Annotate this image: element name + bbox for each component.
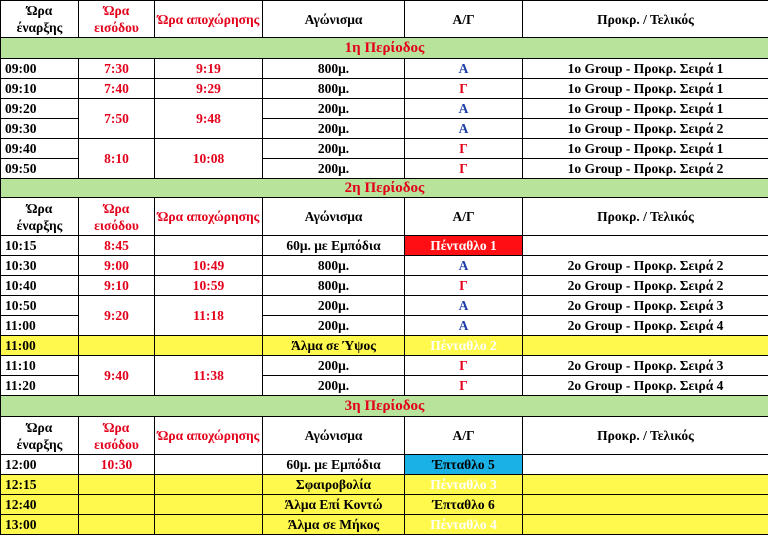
age-group: Γ bbox=[405, 139, 523, 159]
table-row bbox=[1, 236, 768, 256]
age-group: Α bbox=[405, 316, 523, 336]
entry-time: 9:00 bbox=[79, 256, 155, 276]
period-band bbox=[1, 179, 768, 198]
event-name: 200μ. bbox=[263, 119, 405, 139]
age-group: Α bbox=[405, 296, 523, 316]
age-group: Γ bbox=[405, 79, 523, 99]
table-row bbox=[1, 296, 768, 316]
phase bbox=[523, 336, 768, 356]
phase bbox=[523, 475, 768, 495]
phase: 2ο Group - Προκρ. Σειρά 4 bbox=[523, 316, 768, 336]
phase bbox=[523, 515, 768, 535]
exit-time: 9:19 bbox=[155, 59, 263, 79]
table-row bbox=[1, 515, 768, 535]
exit-time: 11:18 bbox=[155, 296, 263, 336]
exit-time bbox=[155, 515, 263, 535]
phase bbox=[523, 495, 768, 515]
exit-time bbox=[155, 495, 263, 515]
event-name: Σφαιροβολία bbox=[263, 475, 405, 495]
event-name: 800μ. bbox=[263, 79, 405, 99]
entry-time: 7:40 bbox=[79, 79, 155, 99]
table-row bbox=[1, 139, 768, 159]
age-group: Γ bbox=[405, 376, 523, 396]
table-row bbox=[1, 79, 768, 99]
col-start-header: Ώρα έναρξης bbox=[1, 1, 79, 38]
exit-time: 9:29 bbox=[155, 79, 263, 99]
start-time: 13:00 bbox=[1, 515, 79, 535]
age-group: Γ bbox=[405, 356, 523, 376]
table-row bbox=[1, 256, 768, 276]
exit-time: 11:38 bbox=[155, 356, 263, 396]
start-time: 11:20 bbox=[1, 376, 79, 396]
event-name: 200μ. bbox=[263, 316, 405, 336]
entry-time bbox=[79, 515, 155, 535]
age-group: Α bbox=[405, 59, 523, 79]
col-event-header: Αγώνισμα bbox=[263, 198, 405, 236]
entry-time: 7:30 bbox=[79, 59, 155, 79]
entry-time bbox=[79, 495, 155, 515]
col-ag-header: Α/Γ bbox=[405, 417, 523, 455]
entry-time: 8:10 bbox=[79, 139, 155, 179]
phase: 2ο Group - Προκρ. Σειρά 3 bbox=[523, 356, 768, 376]
start-time: 12:40 bbox=[1, 495, 79, 515]
event-name: Άλμα Επί Κοντώ bbox=[263, 495, 405, 515]
period-title: 1η Περίοδος bbox=[1, 38, 768, 59]
exit-time: 9:48 bbox=[155, 99, 263, 139]
phase: 2ο Group - Προκρ. Σειρά 4 bbox=[523, 376, 768, 396]
col-exit-header: Ώρα αποχώρησης bbox=[155, 198, 263, 236]
period-band bbox=[1, 396, 768, 417]
phase: 1ο Group - Προκρ. Σειρά 1 bbox=[523, 59, 768, 79]
col-phase-header: Προκρ. / Τελικός bbox=[523, 1, 768, 38]
entry-time bbox=[79, 336, 155, 356]
event-name: 200μ. bbox=[263, 139, 405, 159]
start-time: 10:50 bbox=[1, 296, 79, 316]
col-phase-header: Προκρ. / Τελικός bbox=[523, 198, 768, 236]
exit-time bbox=[155, 455, 263, 475]
age-group: Α bbox=[405, 99, 523, 119]
event-name: 800μ. bbox=[263, 276, 405, 296]
entry-time: 9:40 bbox=[79, 356, 155, 396]
period-band bbox=[1, 38, 768, 59]
event-name: 60μ. με Εμπόδια bbox=[263, 455, 405, 475]
start-time: 12:00 bbox=[1, 455, 79, 475]
start-time: 09:30 bbox=[1, 119, 79, 139]
phase: 1ο Group - Προκρ. Σειρά 2 bbox=[523, 119, 768, 139]
exit-time bbox=[155, 236, 263, 256]
start-time: 09:20 bbox=[1, 99, 79, 119]
phase: 1ο Group - Προκρ. Σειρά 2 bbox=[523, 159, 768, 179]
event-name: 200μ. bbox=[263, 296, 405, 316]
col-phase-header: Προκρ. / Τελικός bbox=[523, 417, 768, 455]
event-name: 200μ. bbox=[263, 356, 405, 376]
col-ag-header: Α/Γ bbox=[405, 1, 523, 38]
period-title: 3η Περίοδος bbox=[1, 396, 768, 417]
entry-time: 9:20 bbox=[79, 296, 155, 336]
phase bbox=[523, 236, 768, 256]
event-name: 60μ. με Εμπόδια bbox=[263, 236, 405, 256]
start-time: 09:40 bbox=[1, 139, 79, 159]
start-time: 10:40 bbox=[1, 276, 79, 296]
phase: 1ο Group - Προκρ. Σειρά 1 bbox=[523, 79, 768, 99]
period-title: 2η Περίοδος bbox=[1, 179, 768, 198]
header-row bbox=[1, 198, 768, 236]
entry-time: 10:30 bbox=[79, 455, 155, 475]
event-name: 200μ. bbox=[263, 99, 405, 119]
start-time: 12:15 bbox=[1, 475, 79, 495]
col-event-header: Αγώνισμα bbox=[263, 417, 405, 455]
start-time: 09:10 bbox=[1, 79, 79, 99]
phase bbox=[523, 455, 768, 475]
header-row bbox=[1, 1, 768, 38]
col-start-header: Ώρα έναρξης bbox=[1, 198, 79, 236]
entry-time bbox=[79, 475, 155, 495]
col-entry-header: Ώρα εισόδου bbox=[79, 1, 155, 38]
col-exit-header: Ώρα αποχώρησης bbox=[155, 417, 263, 455]
exit-time: 10:49 bbox=[155, 256, 263, 276]
phase: 2ο Group - Προκρ. Σειρά 2 bbox=[523, 276, 768, 296]
heptathlon-badge: Έπταθλο 6 bbox=[405, 495, 523, 515]
start-time: 10:30 bbox=[1, 256, 79, 276]
table-row bbox=[1, 59, 768, 79]
start-time: 09:50 bbox=[1, 159, 79, 179]
event-name: 200μ. bbox=[263, 159, 405, 179]
start-time: 09:00 bbox=[1, 59, 79, 79]
age-group: Α bbox=[405, 256, 523, 276]
event-name: 200μ. bbox=[263, 376, 405, 396]
table-row bbox=[1, 336, 768, 356]
table-row bbox=[1, 356, 768, 376]
exit-time: 10:08 bbox=[155, 139, 263, 179]
event-name: 800μ. bbox=[263, 256, 405, 276]
entry-time: 8:45 bbox=[79, 236, 155, 256]
phase: 1ο Group - Προκρ. Σειρά 1 bbox=[523, 139, 768, 159]
table-row bbox=[1, 455, 768, 475]
age-group: Γ bbox=[405, 159, 523, 179]
start-time: 10:15 bbox=[1, 236, 79, 256]
phase: 2ο Group - Προκρ. Σειρά 2 bbox=[523, 256, 768, 276]
pentathlon-badge: Πένταθλο 3 bbox=[405, 475, 523, 495]
col-entry-header: Ώρα εισόδου bbox=[79, 198, 155, 236]
event-name: Άλμα σε Μήκος bbox=[263, 515, 405, 535]
start-time: 11:00 bbox=[1, 336, 79, 356]
event-name: 800μ. bbox=[263, 59, 405, 79]
table-row bbox=[1, 475, 768, 495]
pentathlon-badge: Πένταθλο 4 bbox=[405, 515, 523, 535]
col-ag-header: Α/Γ bbox=[405, 198, 523, 236]
age-group: Α bbox=[405, 119, 523, 139]
entry-time: 9:10 bbox=[79, 276, 155, 296]
exit-time: 10:59 bbox=[155, 276, 263, 296]
exit-time bbox=[155, 336, 263, 356]
phase: 1ο Group - Προκρ. Σειρά 1 bbox=[523, 99, 768, 119]
header-row bbox=[1, 417, 768, 455]
event-name: Άλμα σε Ύψος bbox=[263, 336, 405, 356]
col-start-header: Ώρα έναρξης bbox=[1, 417, 79, 455]
table-row bbox=[1, 276, 768, 296]
heptathlon-badge: Έπταθλο 5 bbox=[405, 455, 523, 475]
phase: 2ο Group - Προκρ. Σειρά 3 bbox=[523, 296, 768, 316]
col-exit-header: Ώρα αποχώρησης bbox=[155, 1, 263, 38]
col-event-header: Αγώνισμα bbox=[263, 1, 405, 38]
table-row bbox=[1, 495, 768, 515]
start-time: 11:10 bbox=[1, 356, 79, 376]
start-time: 11:00 bbox=[1, 316, 79, 336]
table-row bbox=[1, 99, 768, 119]
pentathlon-badge: Πένταθλο 2 bbox=[405, 336, 523, 356]
entry-time: 7:50 bbox=[79, 99, 155, 139]
col-entry-header: Ώρα εισόδου bbox=[79, 417, 155, 455]
exit-time bbox=[155, 475, 263, 495]
pentathlon-badge: Πένταθλο 1 bbox=[405, 236, 523, 256]
age-group: Γ bbox=[405, 276, 523, 296]
